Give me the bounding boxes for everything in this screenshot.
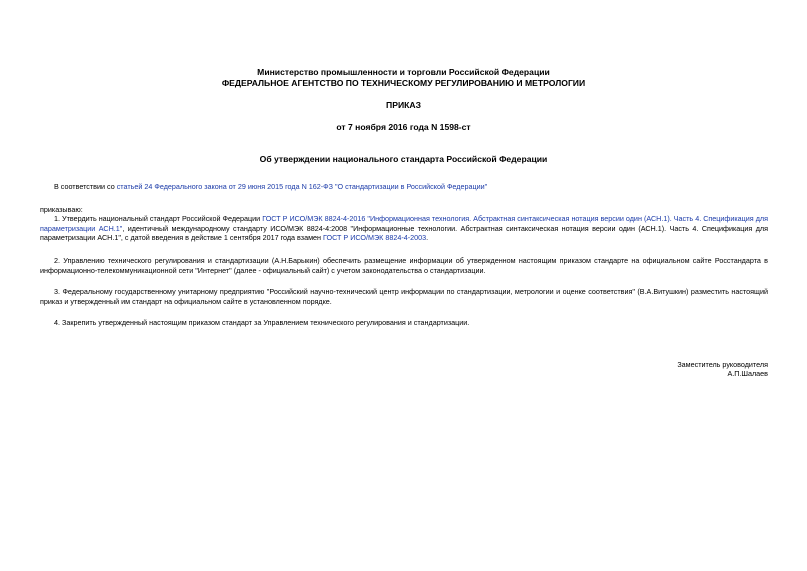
item-4-text: 4. Закрепить утвержденный настоящим приказом стандарт за Управлением технического регулирования и стандартизации. <box>54 318 470 327</box>
item-1-text-end: . <box>426 233 429 242</box>
item-1-text: 1. Утвердить национальный стандарт Российской Федерации <box>54 214 263 223</box>
order-word: приказываю: <box>40 205 83 214</box>
gost-2003-link[interactable]: ГОСТ Р ИСО/МЭК 8824-4-2003 <box>323 233 427 242</box>
preamble-text: В соответствии со <box>54 182 117 191</box>
order-item-2 <box>40 256 768 275</box>
agency-name: ФЕДЕРАЛЬНОЕ АГЕНТСТВО ПО ТЕХНИЧЕСКОМУ РЕГУЛИРОВАНИЮ И МЕТРОЛОГИИ <box>221 78 586 88</box>
order-item-4 <box>40 318 768 328</box>
document-type: ПРИКАЗ <box>386 100 421 110</box>
item-1-text-cont: , идентичный международному стандарту ИСО/МЭК 8824-4:2008 "Информационные технологии. Абстрактная синтаксическая нотация версии один (АСН.1). Часть 4. Спецификация для параметризации АСН.1", с датой введения в действие 1 сентября 2017 года взамен <box>40 223 768 242</box>
signatory-position: Заместитель руководителя <box>677 360 768 369</box>
order-item-1 <box>40 214 768 243</box>
item-3-text: 3. Федеральному государственному унитарному предприятию "Российский научно-технический центр информации по стандартизации, метрологии и оценке соответствия" (В.А.Витушкин) разместить настоящий приказ и утвержденный им стандарт на официальном сайте в установленном порядке. <box>40 287 768 306</box>
preamble <box>54 182 487 192</box>
order-item-3 <box>40 287 768 306</box>
federal-law-link[interactable]: статьей 24 Федерального закона от 29 июня 2015 года N 162-ФЗ "О стандартизации в Российской Федерации" <box>116 182 488 191</box>
gost-2016-link[interactable]: ГОСТ Р ИСО/МЭК 8824-4-2016 "Информационная технология. Абстрактная синтаксическая нотация версии один (АСН.1). Часть 4. Спецификация для параметризации АСН.1" <box>40 214 768 233</box>
item-2-text: 2. Управлению технического регулирования и стандартизации (А.Н.Барыкин) обеспечить размещение информации об утвержденном настоящим приказом стандарте на официальном сайте Росстандарта в информационно-телекоммуникационной сети "Интернет" (далее - официальный сайт) с учетом законодательства о стандартизации. <box>40 256 768 275</box>
ministry-name: Министерство промышленности и торговли Российской Федерации <box>257 67 550 77</box>
document-date-number: от 7 ноября 2016 года N 1598-ст <box>336 122 471 132</box>
document-title: Об утверждении национального стандарта Российской Федерации <box>259 154 548 164</box>
signatory-name: А.П.Шалаев <box>727 369 768 378</box>
